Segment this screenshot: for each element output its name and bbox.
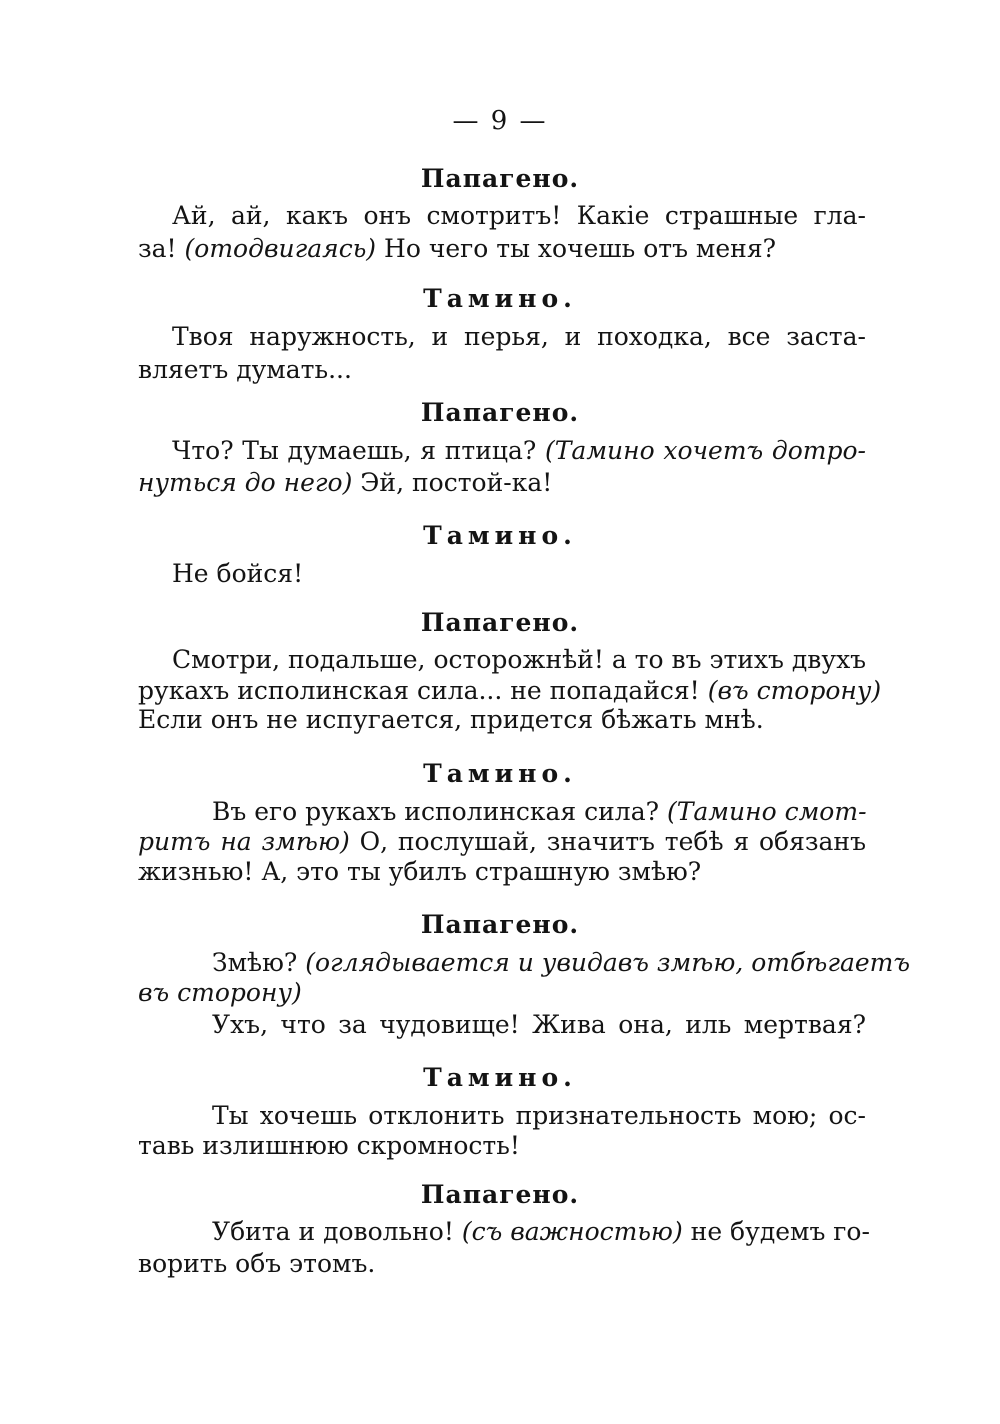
- stage-direction: (съ важностью): [461, 1217, 683, 1246]
- stage-direction: (въ сторону): [707, 676, 882, 705]
- stage-direction: (отодвигаясь): [184, 234, 377, 263]
- stage-direction: въ сторону): [138, 978, 302, 1007]
- speaker-name: Папагено.: [420, 910, 580, 939]
- speaker-name: Тамино.: [423, 1063, 577, 1092]
- text-line: [138, 1131, 520, 1161]
- line-text: О, послушай, значитъ тебѣ я обязанъ: [359, 827, 866, 856]
- speaker-name: Папагено.: [420, 608, 580, 637]
- stage-direction: (оглядывается и увидавъ змѣю, отбѣгаетъ: [305, 948, 911, 977]
- text-line: [212, 1101, 866, 1131]
- speaker-name: Папагено.: [420, 1180, 580, 1209]
- line-text: рукахъ исполинская сила... не попадайся!: [138, 676, 700, 705]
- line-text: жизнью! А, это ты убилъ страшную змѣю?: [138, 857, 702, 886]
- line-text: Убита и довольно!: [212, 1217, 454, 1246]
- text-line: [138, 857, 701, 887]
- text-line: [212, 948, 911, 978]
- speaker-name: Тамино.: [423, 759, 577, 788]
- line-text: Что? Ты думаешь, я птица?: [172, 436, 537, 465]
- text-line: [138, 978, 302, 1008]
- line-text: Ты хочешь отклонить признательность мою; ос-: [212, 1101, 866, 1130]
- text-line: [212, 797, 866, 827]
- speaker-name: Тамино.: [423, 521, 577, 550]
- text-line: [138, 234, 776, 264]
- page-number: — 9 —: [452, 106, 548, 136]
- text-line: [138, 705, 764, 735]
- speaker-name: Тамино.: [423, 284, 577, 313]
- line-text: вляетъ думать...: [138, 355, 352, 384]
- stage-direction: (Тамино смот-: [666, 797, 867, 826]
- line-text: ворить объ этомъ.: [138, 1249, 376, 1278]
- line-text: не будемъ го-: [690, 1217, 870, 1246]
- stage-direction: ритъ на змѣю): [138, 827, 350, 856]
- speaker-name: Папагено.: [420, 398, 580, 427]
- text-line: [172, 322, 866, 352]
- text-line: [138, 1249, 375, 1279]
- line-text: Ухъ, что за чудовище! Жива она, иль мертвая?: [212, 1010, 866, 1039]
- text-line: [172, 436, 866, 466]
- line-text: Въ его рукахъ исполинская сила?: [212, 797, 659, 826]
- text-line: [172, 645, 866, 675]
- line-text: Ай, ай, какъ онъ смотритъ! Какіе страшные гла-: [172, 201, 866, 230]
- text-line: [138, 468, 552, 498]
- text-line: [212, 1217, 870, 1247]
- text-line: [172, 201, 866, 231]
- line-text: Змѣю?: [212, 948, 298, 977]
- line-text: Эй, постой-ка!: [360, 468, 553, 497]
- line-text: Смотри, подальше, осторожнѣй! а то въ этихъ двухъ: [172, 645, 867, 674]
- line-text: тавь излишнюю скромность!: [138, 1131, 520, 1160]
- speaker-name: Папагено.: [420, 164, 580, 193]
- line-text: за!: [138, 234, 177, 263]
- line-text: Если онъ не испугается, придется бѣжать мнѣ.: [138, 705, 764, 734]
- stage-direction: (Тамино хочетъ дотро-: [544, 436, 867, 465]
- stage-direction: нуться до него): [138, 468, 353, 497]
- text-line: [172, 559, 303, 589]
- text-line: [212, 1010, 866, 1040]
- line-text: Твоя наружность, и перья, и походка, все заста-: [172, 322, 866, 351]
- text-line: [138, 827, 866, 857]
- line-text: Не бойся!: [172, 559, 304, 588]
- text-line: [138, 355, 352, 385]
- text-line: [138, 676, 882, 706]
- line-text: Но чего ты хочешь отъ меня?: [384, 234, 777, 263]
